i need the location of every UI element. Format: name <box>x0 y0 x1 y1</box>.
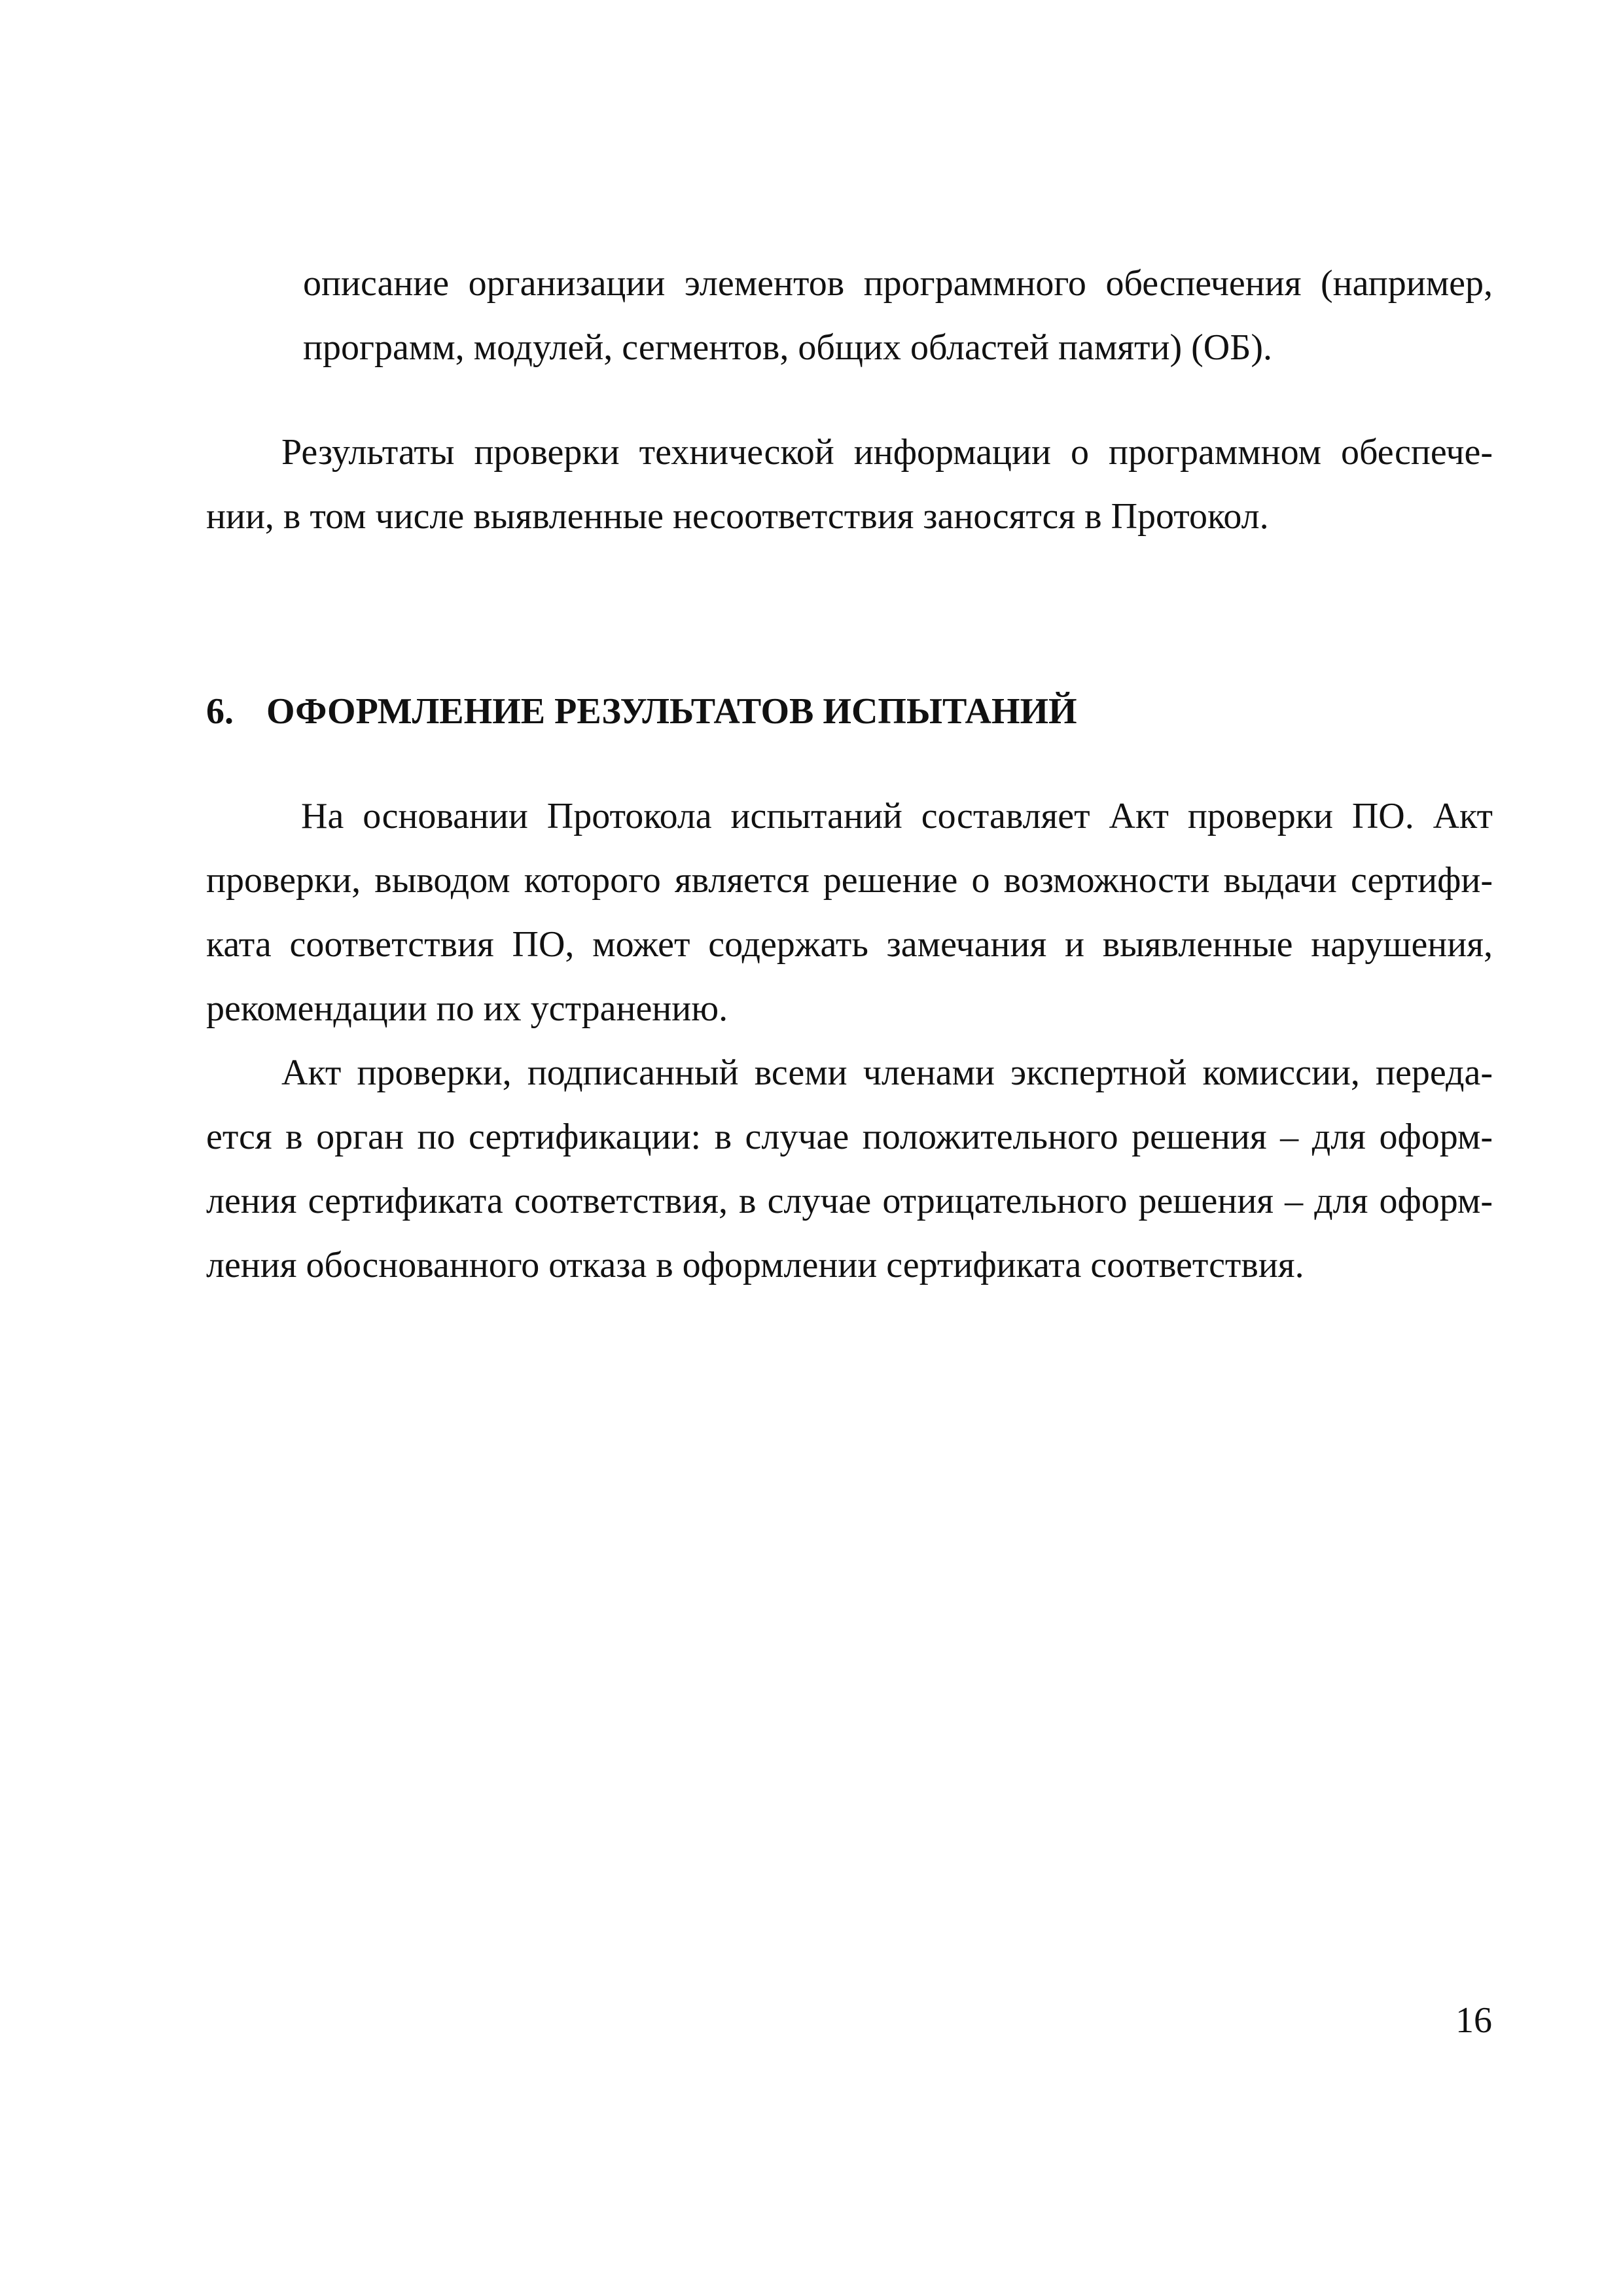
section-heading <box>206 689 1077 734</box>
paragraph-2-line-2: ется в орган по сертификации: в случае положительного решения – для оформ- <box>206 1117 1493 1157</box>
list-item-line-2: программ, модулей, сегментов, общих областей памяти) (ОБ). <box>303 327 1272 368</box>
list-item-line-1: описание организации элементов программного обеспечения (например, <box>303 263 1493 304</box>
paragraph-1-line-3: ката соответствия ПО, может содержать замечания и выявленные нарушения, <box>206 924 1493 965</box>
paragraph-1-line-4: рекомендации по их устранению. <box>206 988 728 1029</box>
paragraph-1-line-1: На основании Протокола испытаний составляет Акт проверки ПО. Акт <box>301 796 1493 836</box>
section-number: 6. <box>206 691 234 732</box>
page-number: 16 <box>1455 2000 1492 2041</box>
results-paragraph-line-1: Результаты проверки технической информации о программном обеспече- <box>281 432 1493 473</box>
paragraph-2-line-4: ления обоснованного отказа в оформлении сертификата соответствия. <box>206 1245 1304 1285</box>
paragraph-1-line-2: проверки, выводом которого является решение о возможности выдачи сертифи- <box>206 860 1493 901</box>
results-paragraph-line-2: нии, в том числе выявленные несоответствия заносятся в Протокол. <box>206 496 1269 537</box>
section-title: ОФОРМЛЕНИЕ РЕЗУЛЬТАТОВ ИСПЫТАНИЙ <box>266 691 1077 732</box>
paragraph-2-line-1: Акт проверки, подписанный всеми членами экспертной комиссии, переда- <box>281 1052 1493 1093</box>
paragraph-2-line-3: ления сертификата соответствия, в случае отрицательного решения – для оформ- <box>206 1181 1493 1221</box>
